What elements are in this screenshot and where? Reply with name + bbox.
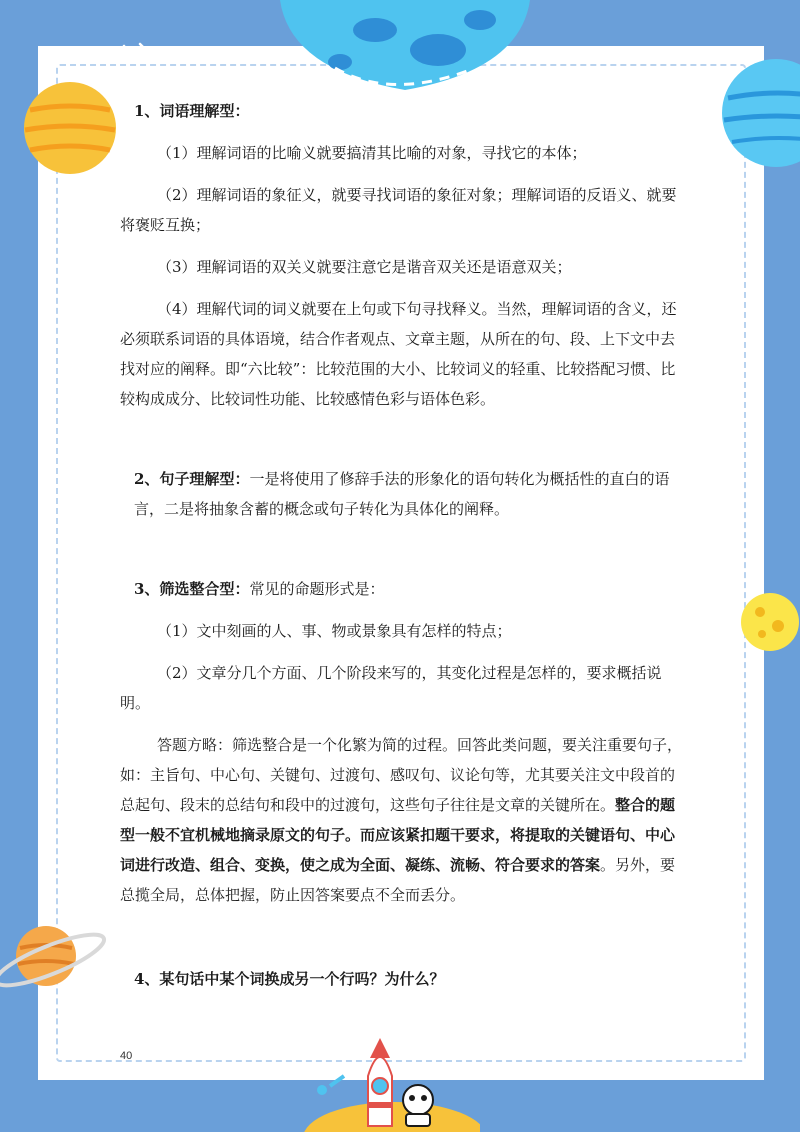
rocket-astronaut-icon [300, 1030, 480, 1132]
yellow-planet-icon [22, 80, 118, 176]
strategy-text-end: 。另外，要总揽全局，总体把握，防止因答案要点不全而丢分。 [120, 856, 676, 904]
paragraph: （3）理解词语的双关义就要注意它是谐音双关还是语意双关； [157, 258, 572, 276]
paragraph: （1）理解词语的比喻义就要搞清其比喻的对象，寻找它的本体； [157, 144, 587, 162]
section-text: 一是将使用了修辞手法的形象化的语句转化为概括性的直白的语言，二是将抽象含蓄的概念或句子转化为具体化的阐释。 [134, 470, 670, 518]
yellow-moon-icon [738, 592, 800, 652]
crater [353, 18, 397, 42]
section-text: 常见的命题形式是： [249, 580, 385, 598]
paragraph: （1）文中刻画的人、事、物或景象具有怎样的特点； [157, 622, 512, 640]
strategy-text: 答题方略：筛选整合是一个化繁为简的过程。回答此类问题，要关注重要句子，如：主旨句、中心句、关键句、过渡句、感叹句、议论句等，尤其要关注文中段首的总起句、段末的总结句和段中的过渡句，这些句子往往是文章的关键所在。 [120, 736, 683, 814]
section-2 [120, 464, 685, 524]
paragraph: （2）文章分几个方面、几个阶段来写的，其变化过程是怎样的，要求概括说明。 [120, 664, 662, 712]
strategy-bold-text: 整合的题型一般不宜机械地摘录原文的句子。而应该紧扣题干要求，将提取的关键语句、中心词进行改造、组合、变换，使之成为全面、凝练、流畅、符合要求的答案 [120, 796, 676, 874]
strategy-paragraph [120, 730, 685, 910]
crater [758, 630, 766, 638]
section-heading-3: 3、筛选整合型： [134, 580, 250, 598]
crater [755, 607, 765, 617]
article-body [120, 96, 685, 994]
crater [410, 34, 466, 66]
paragraph: （2）理解词语的象征义，就要寻找词语的象征对象；理解词语的反语义、就要将褒贬互换； [120, 186, 677, 234]
page-number: 40 [120, 1050, 133, 1062]
section-heading-1: 1、词语理解型： [134, 102, 250, 120]
section-heading-2: 2、句子理解型： [134, 470, 250, 488]
cyan-planet-icon [718, 58, 800, 168]
ringed-planet-icon [0, 910, 110, 1000]
crater [772, 620, 784, 632]
section-3 [120, 574, 685, 604]
sparkle-icon [120, 42, 148, 62]
crater [464, 10, 496, 30]
blue-planet-top-icon [280, 0, 530, 92]
paragraph: （4）理解代词的词义就要在上句或下句寻找释义。当然，理解词语的含义，还必须联系词语的具体语境，结合作者观点、文章主题，从所在的句、段、上下文中去找对应的阐释。即“六比较”：比较范围的大小、比较词义的轻重、比较搭配习惯、比较构成成分、比较词性功能、比较感情色彩与语体色彩。 [120, 300, 677, 408]
crater [328, 54, 352, 70]
section-heading-4: 4、某句话中某个词换成另一个行吗？为什么？ [134, 970, 445, 988]
